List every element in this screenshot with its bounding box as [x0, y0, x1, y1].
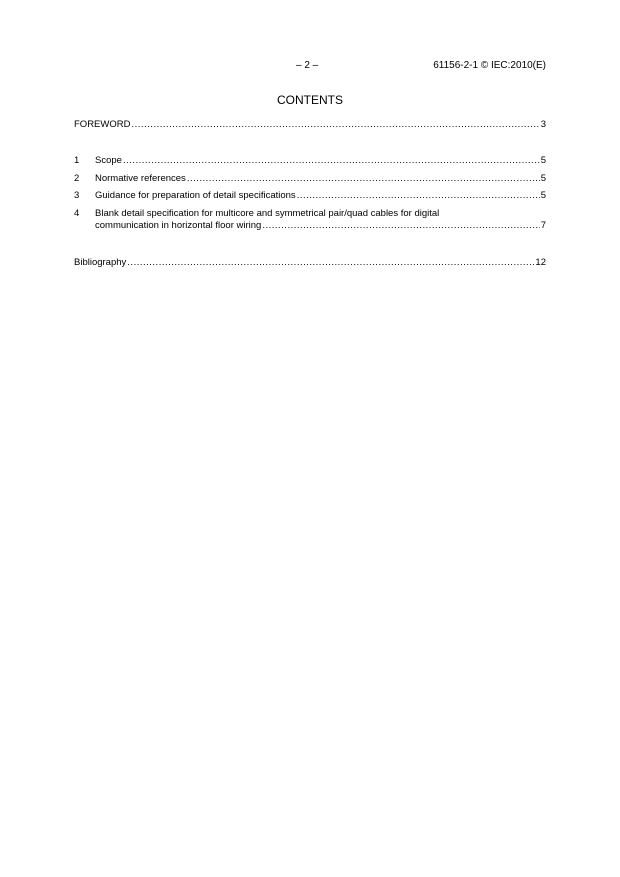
toc-page-number: 12 — [535, 257, 546, 268]
toc-entry-blank-detail-specification[interactable] — [74, 208, 546, 232]
toc-entry-label: Bibliography — [74, 257, 127, 268]
toc-entry-bibliography[interactable] — [74, 257, 546, 269]
document-reference: 61156-2-1 © IEC:2010(E) — [433, 60, 546, 71]
page-header — [74, 60, 546, 74]
toc-entry-guidance[interactable] — [74, 190, 546, 202]
toc-clause-number: 1 — [74, 155, 80, 166]
toc-page-number: 5 — [540, 190, 546, 201]
toc-entry-scope[interactable] — [74, 155, 546, 167]
toc-page-number: 5 — [540, 155, 546, 166]
toc-page-number: 3 — [540, 119, 546, 130]
toc-entry-foreword[interactable] — [74, 119, 546, 131]
toc-clause-number: 2 — [74, 173, 80, 184]
contents-title: CONTENTS — [277, 93, 343, 107]
toc-page-number: 7 — [540, 220, 546, 231]
toc-dot-leader — [131, 119, 539, 131]
toc-entry-label: Guidance for preparation of detail specifications — [95, 190, 296, 201]
toc-entry-label: FOREWORD — [74, 119, 131, 130]
page-number: – 2 – — [296, 60, 319, 71]
toc-dot-leader — [262, 220, 539, 232]
toc-dot-leader — [127, 257, 534, 269]
toc-entry-label: Scope — [95, 155, 122, 166]
toc-clause-number: 4 — [74, 208, 80, 219]
toc-dot-leader — [123, 155, 540, 167]
toc-dot-leader — [187, 173, 540, 185]
toc-entry-normative-references[interactable] — [74, 173, 546, 185]
toc-entry-label-line1: Blank detail specification for multicore and symmetrical pair/quad cables for digital — [95, 208, 440, 219]
toc-page-number: 5 — [540, 173, 546, 184]
toc-entry-label-line2: communication in horizontal floor wiring — [95, 220, 262, 231]
toc-clause-number: 3 — [74, 190, 80, 201]
toc-dot-leader — [297, 190, 540, 202]
toc-entry-label: Normative references — [95, 173, 186, 184]
